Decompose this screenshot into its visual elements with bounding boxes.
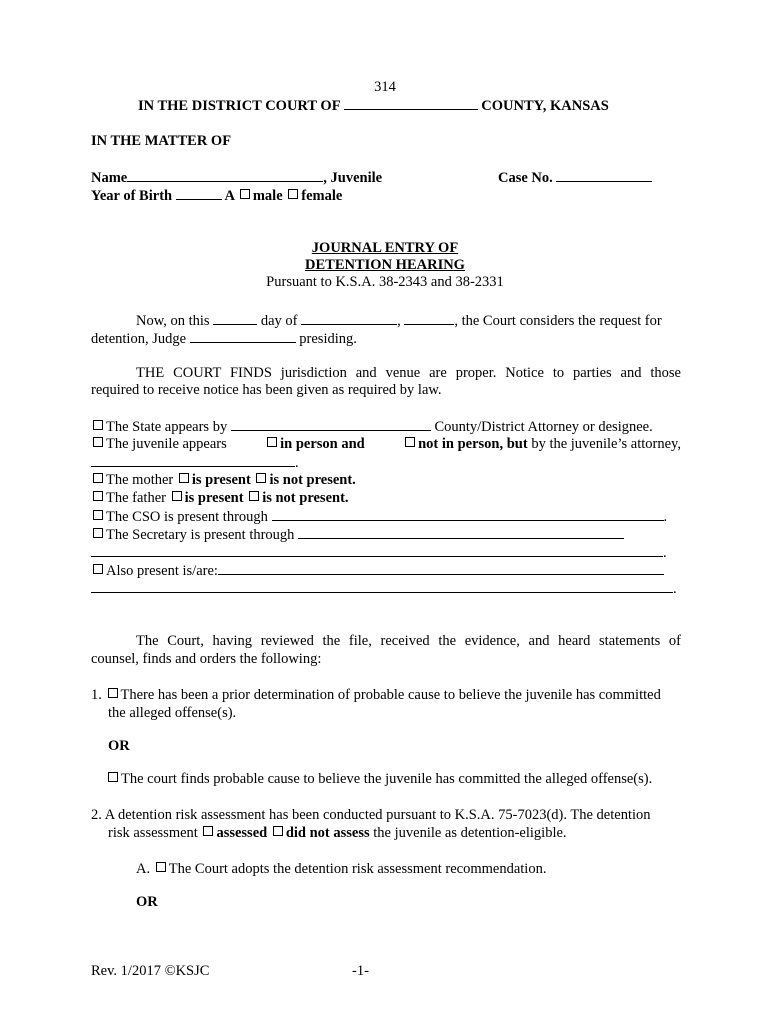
female-checkbox[interactable] xyxy=(288,189,298,199)
secretary-row: The Secretary is present through xyxy=(91,525,624,544)
also-present-continued: . xyxy=(91,579,677,598)
revision-footer: Rev. 1/2017 ©KSJC xyxy=(91,963,210,979)
juvenile-attorney-blank[interactable] xyxy=(91,453,295,467)
state-attorney-blank[interactable] xyxy=(231,417,431,431)
court-heading: IN THE DISTRICT COURT OF COUNTY, KANSAS xyxy=(138,98,609,114)
year-of-birth-blank[interactable] xyxy=(176,186,222,200)
also-present-blank-2[interactable] xyxy=(91,579,673,593)
hearing-date-line: Now, on this day of , , the Court considers the request for xyxy=(136,313,662,329)
judge-line: detention, Judge presiding. xyxy=(91,331,357,347)
father-row: The father is present is not present. xyxy=(91,489,349,507)
attorney-line: . xyxy=(91,453,299,472)
case-number-row: Case No. xyxy=(498,168,652,187)
judge-blank[interactable] xyxy=(190,329,296,343)
juvenile-appearance: The juvenile appears in person and not in person, but by the juvenile’s attorney, xyxy=(91,435,681,453)
state-appearance: The State appears by County/District Attorney or designee. xyxy=(91,417,653,436)
secretary-blank[interactable] xyxy=(298,525,624,539)
or-label-1: OR xyxy=(108,738,130,754)
title-line-2: DETENTION HEARING xyxy=(305,257,465,273)
mother-row: The mother is present is not present. xyxy=(91,471,356,489)
mother-not-present-checkbox[interactable] xyxy=(256,473,266,483)
court-finds-probable-cause-checkbox[interactable] xyxy=(108,772,118,782)
state-checkbox[interactable] xyxy=(93,420,103,430)
order-1-alternative: The court finds probable cause to believe the juvenile has committed the alleged offense(s). xyxy=(106,770,652,788)
secretary-blank-2[interactable] xyxy=(91,543,663,557)
father-present-checkbox[interactable] xyxy=(172,491,182,501)
month-blank[interactable] xyxy=(301,311,397,325)
order-2-line-2: risk assessment assessed did not assess the juvenile as detention-eligible. xyxy=(108,825,567,841)
case-number-blank[interactable] xyxy=(556,168,652,182)
father-not-present-checkbox[interactable] xyxy=(249,491,259,501)
findings-line-2: required to receive notice has been given as required by law. xyxy=(91,382,442,398)
order-2-line-1: 2. A detention risk assessment has been conducted pursuant to K.S.A. 75-7023(d). The detention xyxy=(91,807,651,823)
juvenile-checkbox[interactable] xyxy=(93,437,103,447)
orders-intro-line-1: The Court, having reviewed the file, received the evidence, and heard statements of xyxy=(136,633,681,649)
order-2a: A. The Court adopts the detention risk assessment recommendation. xyxy=(136,861,547,877)
prior-probable-cause-checkbox[interactable] xyxy=(108,688,118,698)
secretary-checkbox[interactable] xyxy=(93,528,103,538)
county-blank[interactable] xyxy=(344,96,478,110)
name-row: Name , Juvenile xyxy=(91,170,383,186)
cso-blank[interactable] xyxy=(272,507,664,521)
matter-heading: IN THE MATTER OF xyxy=(91,133,232,149)
cso-checkbox[interactable] xyxy=(93,510,103,520)
page-number: -1- xyxy=(352,963,369,979)
father-checkbox[interactable] xyxy=(93,491,103,501)
assessed-checkbox[interactable] xyxy=(203,826,213,836)
name-blank[interactable] xyxy=(127,168,323,182)
also-present-row: Also present is/are: xyxy=(91,561,664,580)
male-checkbox[interactable] xyxy=(240,189,250,199)
order-1-line-2: the alleged offense(s). xyxy=(108,705,237,721)
cso-row: The CSO is present through . xyxy=(91,507,667,526)
also-present-blank[interactable] xyxy=(218,561,664,575)
year-blank[interactable] xyxy=(404,311,454,325)
birth-row: Year of Birth A male female xyxy=(91,188,343,204)
did-not-assess-checkbox[interactable] xyxy=(273,826,283,836)
also-present-checkbox[interactable] xyxy=(93,564,103,574)
findings-line-1: THE COURT FINDS jurisdiction and venue are proper. Notice to parties and those xyxy=(136,365,681,381)
day-blank[interactable] xyxy=(213,311,257,325)
mother-checkbox[interactable] xyxy=(93,473,103,483)
statute-reference: Pursuant to K.S.A. 38-2343 and 38-2331 xyxy=(266,274,504,290)
secretary-continued: . xyxy=(91,543,667,562)
mother-present-checkbox[interactable] xyxy=(179,473,189,483)
adopt-recommendation-checkbox[interactable] xyxy=(156,862,166,872)
in-person-checkbox[interactable] xyxy=(267,437,277,447)
form-number: 314 xyxy=(374,79,396,95)
order-1-line-1: 1. There has been a prior determination of probable cause to believe the juvenile has committed xyxy=(91,687,661,703)
orders-intro-line-2: counsel, finds and orders the following: xyxy=(91,651,322,667)
not-in-person-checkbox[interactable] xyxy=(405,437,415,447)
or-label-2: OR xyxy=(136,894,158,910)
title-line-1: JOURNAL ENTRY OF xyxy=(311,240,459,256)
